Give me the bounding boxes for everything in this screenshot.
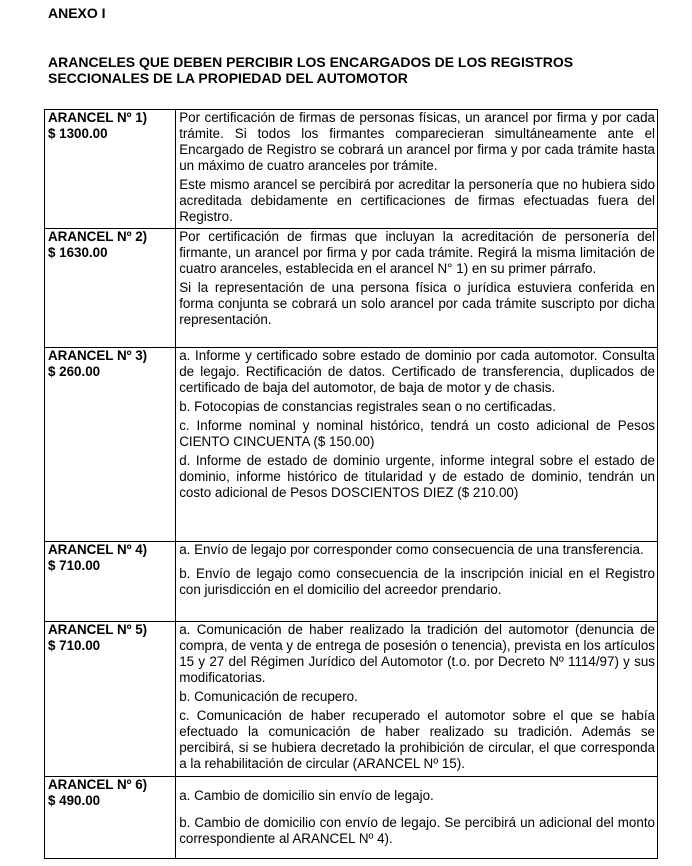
fee-paragraph: a. Comunicación de haber realizado la tradición del automotor (denuncia de compra, de venta y de entrega de posesión o tenencia), prevista en los artículos 15 y 27 del Régimen Jurídico del Automotor (t.o. por Decreto Nº 1114/97) y sus modificatorias.: [179, 622, 655, 685]
fee-label-cell: [45, 622, 176, 777]
fee-description-cell: [176, 229, 658, 348]
heading-line-1: ARANCELES QUE DEBEN PERCIBIR LOS ENCARGADOS DE LOS REGISTROS: [48, 54, 574, 70]
fee-name: ARANCEL Nº 1): [48, 110, 148, 125]
fee-name: ARANCEL Nº 5): [48, 622, 148, 637]
fee-paragraph: c. Comunicación de haber recuperado el automotor sobre el que se había efectuado la comunicación de haber realizado su tradición. Además se percibirá, si se hubiera decretado la prohibición de circular, el que corresponda a la rehabilitación de circular (ARANCEL Nº 15).: [179, 708, 655, 771]
fee-paragraph: c. Informe nominal y nominal histórico, tendrá un costo adicional de Pesos CIENTO CINCUENTA ($ 150.00): [179, 418, 655, 449]
fee-name: ARANCEL Nº 2): [48, 229, 148, 244]
fee-paragraph: b. Cambio de domicilio con envío de legajo. Se percibirá un adicional del monto correspondiente al ARANCEL Nº 4).: [179, 815, 655, 846]
fee-row-5: [45, 622, 658, 777]
annex-title: ANEXO I: [48, 5, 106, 21]
heading-line-2: SECCIONALES DE LA PROPIEDAD DEL AUTOMOTOR: [48, 70, 408, 86]
fee-row-6: [45, 777, 658, 859]
document-heading: [48, 54, 648, 86]
fee-table: [44, 109, 658, 859]
fee-name: ARANCEL Nº 3): [48, 348, 148, 363]
fee-label-cell: [45, 229, 176, 348]
fee-amount: $ 1300.00: [48, 126, 108, 141]
fee-label-cell: [45, 348, 176, 542]
fee-description-cell: [176, 777, 658, 859]
fee-row-3: [45, 348, 658, 542]
fee-amount: $ 260.00: [48, 364, 101, 379]
fee-row-1: [45, 110, 658, 229]
fee-label-cell: [45, 110, 176, 229]
fee-paragraph: a. Cambio de domicilio sin envío de legajo.: [179, 788, 434, 803]
fee-amount: $ 490.00: [48, 793, 101, 808]
fee-amount: $ 710.00: [48, 638, 101, 653]
fee-name: ARANCEL Nº 6): [48, 777, 148, 792]
fee-row-4: [45, 542, 658, 622]
fee-paragraph: a. Envío de legajo por corresponder como consecuencia de una transferencia.: [179, 542, 644, 557]
fee-description-cell: [176, 348, 658, 542]
fee-paragraph: d. Informe de estado de dominio urgente, informe integral sobre el estado de dominio, informe histórico de titularidad y de estado de dominio, tendrán un costo adicional de Pesos DOSCIENTOS DIEZ ($ 210.00): [179, 453, 655, 500]
fee-paragraph: Por certificación de firmas de personas físicas, un arancel por firma y por cada trámite. Si todos los firmantes comparecieran simultáneamente ante el Encargado de Registro se cobrará un arancel por firma y por cada trámite hasta un máximo de cuatro aranceles por trámite.: [179, 110, 655, 173]
fee-paragraph: Si la representación de una persona física o jurídica estuviera conferida en forma conjunta se cobrará un solo arancel por cada trámite suscripto por dicha representación.: [179, 280, 655, 327]
fee-description-cell: [176, 110, 658, 229]
fee-description-cell: [176, 622, 658, 777]
fee-amount: $ 1630.00: [48, 245, 108, 260]
fee-paragraph: b. Fotocopias de constancias registrales sean o no certificadas.: [179, 399, 556, 414]
fee-row-2: [45, 229, 658, 348]
fee-paragraph: b. Envío de legajo como consecuencia de la inscripción inicial en el Registro con jurisdicción en el domicilio del acreedor prendario.: [179, 566, 655, 597]
fee-name: ARANCEL Nº 4): [48, 542, 148, 557]
fee-paragraph: Este mismo arancel se percibirá por acreditar la personería que no hubiera sido acreditada debidamente en certificaciones de firmas efectuadas fuera del Registro.: [179, 177, 655, 224]
fee-paragraph: Por certificación de firmas que incluyan la acreditación de personería del firmante, un arancel por firma y por cada trámite. Regirá la misma limitación de cuatro aranceles, establecida en el arancel N° 1) en su primer párrafo.: [179, 229, 655, 276]
fee-label-cell: [45, 777, 176, 859]
fee-paragraph: a. Informe y certificado sobre estado de dominio por cada automotor. Consulta de legajo. Rectificación de datos. Certificado de transferencia, duplicados de certificado de baja del automotor, de baja de motor y de chasis.: [179, 348, 655, 395]
fee-paragraph: b. Comunicación de recupero.: [179, 689, 358, 704]
fee-label-cell: [45, 542, 176, 622]
fee-description-cell: [176, 542, 658, 622]
fee-amount: $ 710.00: [48, 558, 101, 573]
